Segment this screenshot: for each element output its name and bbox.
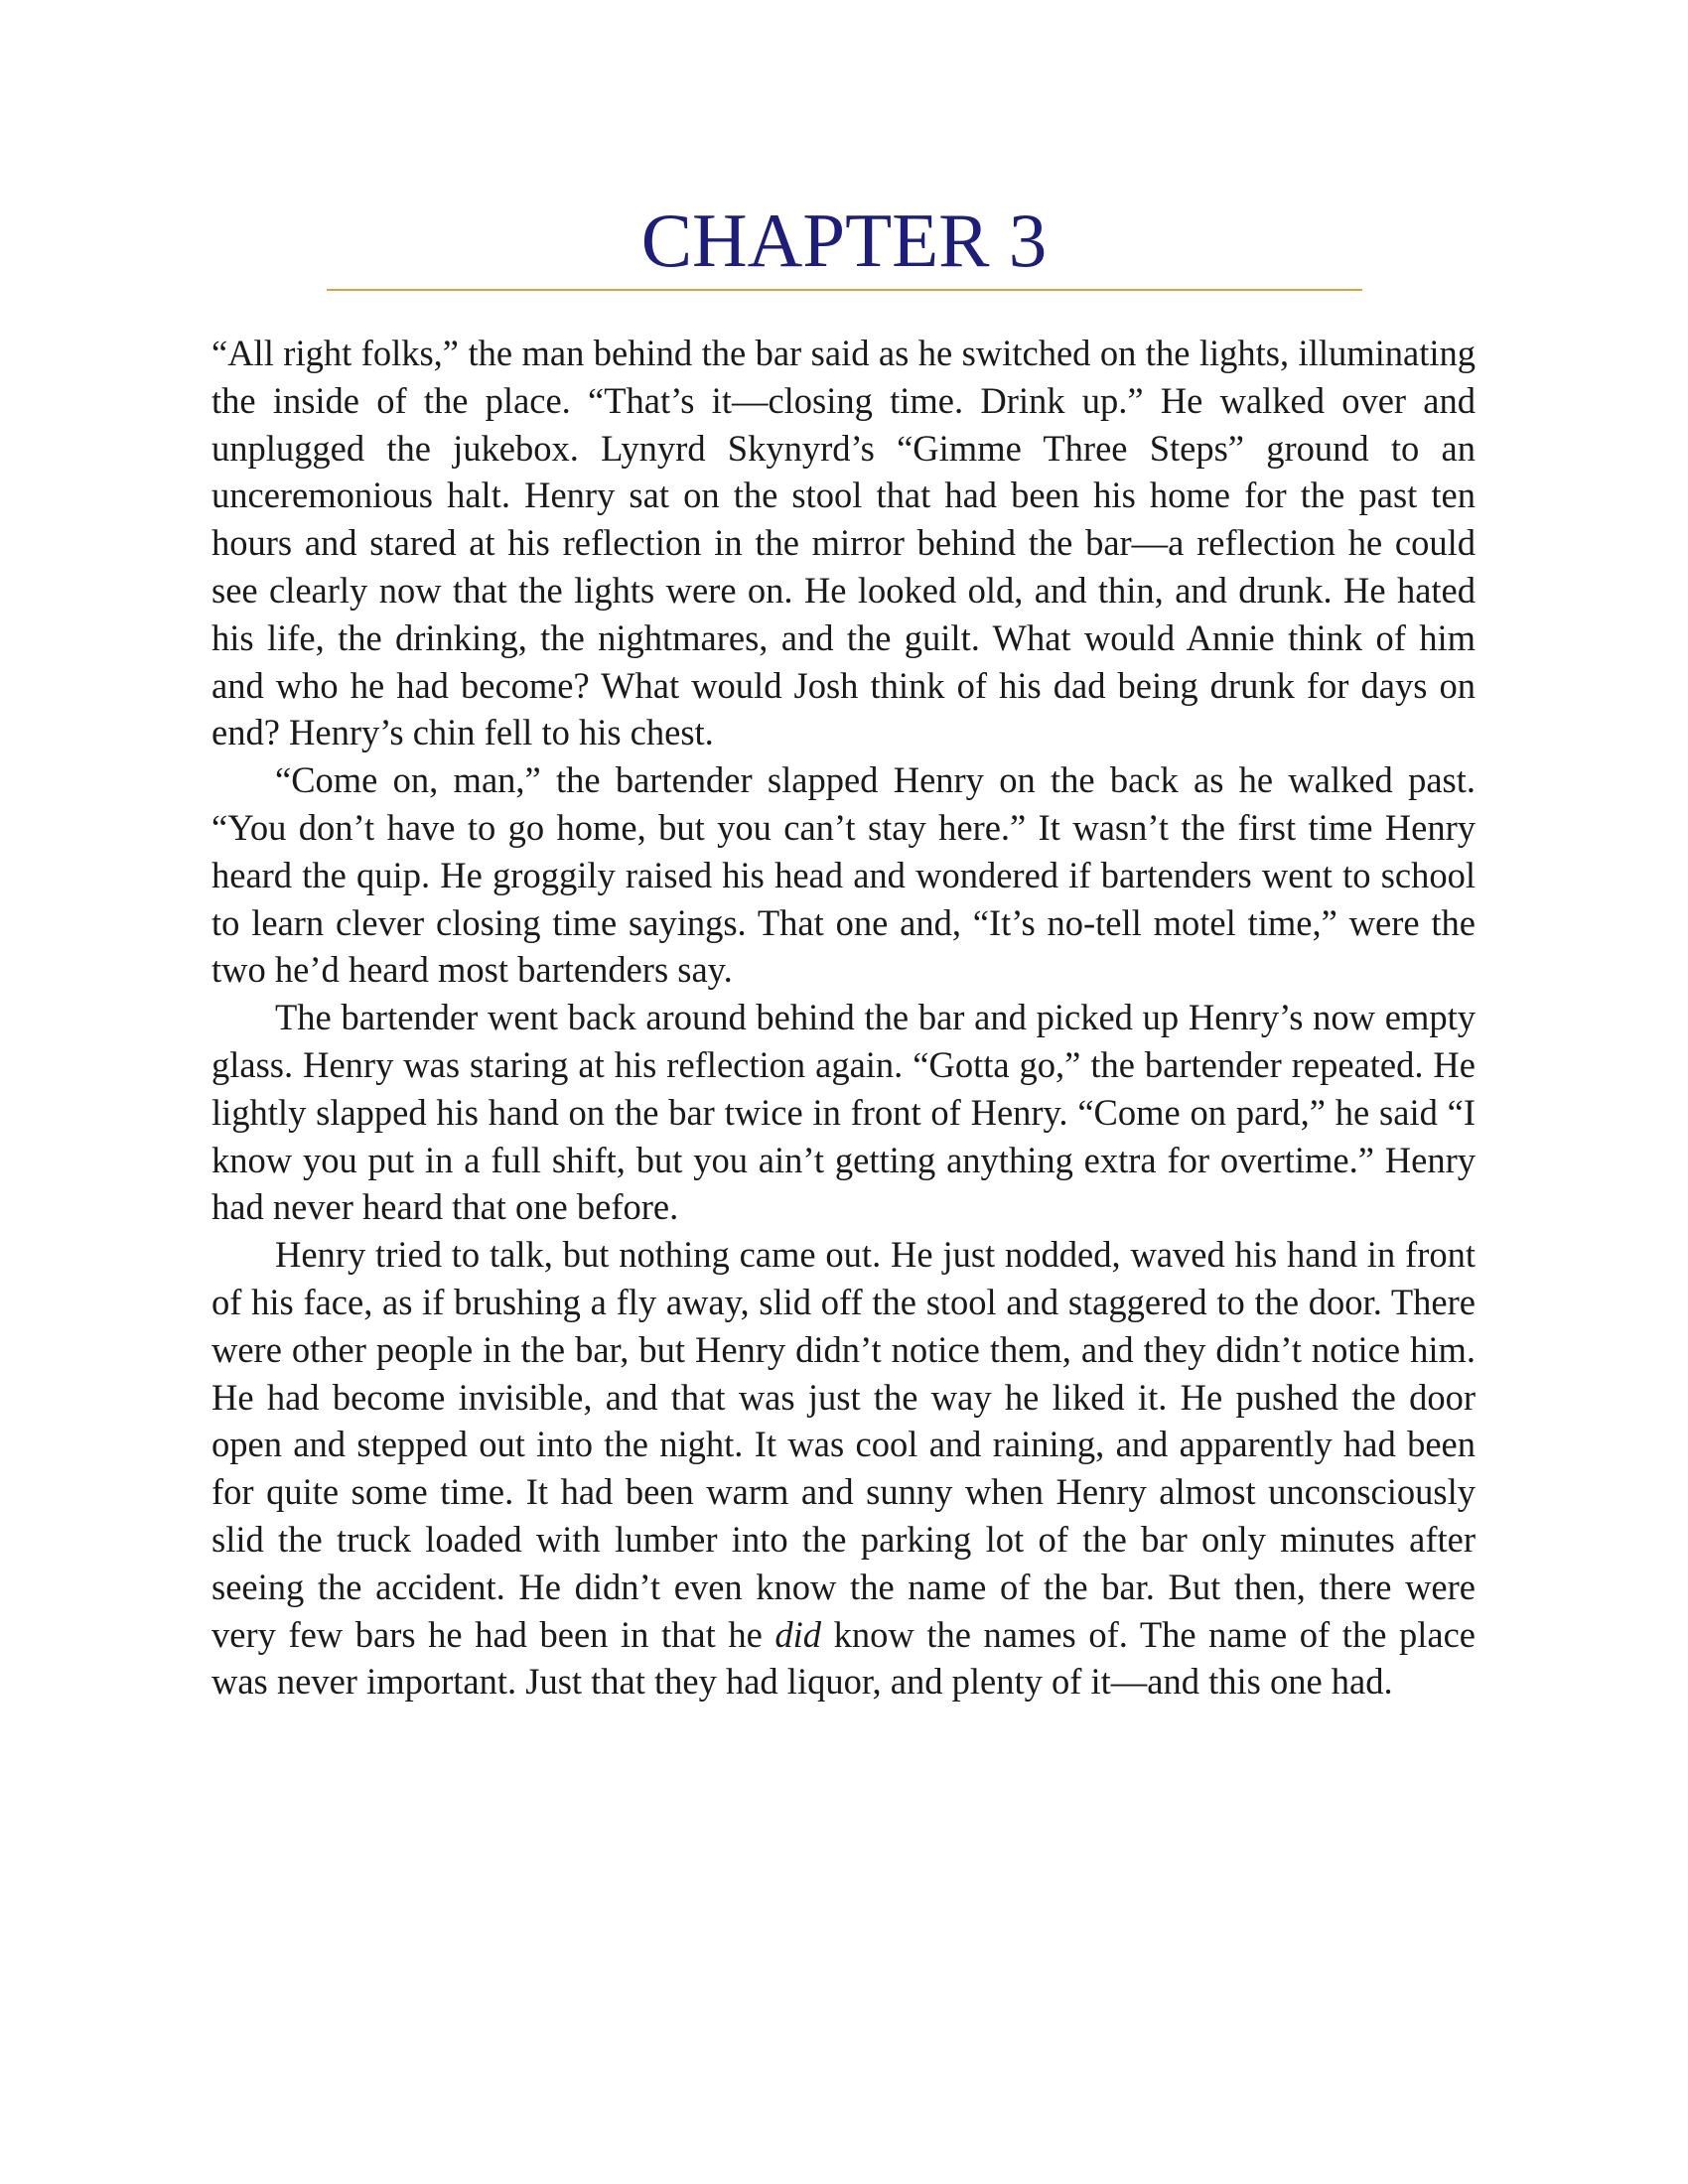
paragraph-4-text-after: know the names of. The name of the place was never important. Just that they had liquor, and plenty of it—and this one had. (211, 1613, 1476, 1703)
paragraph-1: “All right folks,” the man behind the bar said as he switched on the lights, illuminating the inside of the place. “That’s it—closing time. Drink up.” He walked over and unplugged the jukebox. Lynyrd Skynyrd’s “Gimme Three Steps” ground to an unceremonious halt. Henry sat on the stool that had been his home for the past ten hours and stared at his reflection in the mirror behind the bar—a reflection he could see clearly now that the lights were on. He looked old, and thin, and drunk. He hated his life, the drinking, the nightmares, and the guilt. What would Annie think of him and who he had become? What would Josh think of his dad being drunk for days on end? Henry’s chin fell to his chest. (211, 333, 1476, 753)
chapter-body (211, 330, 1476, 1706)
paragraph-2: “Come on, man,” the bartender slapped Henry on the back as he walked past. “You don’t have to go home, but you can’t stay here.” It wasn’t the first time Henry heard the quip. He groggily raised his head and wondered if bartenders went to school to learn clever closing time sayings. That one and, “It’s no-tell motel time,” were the two he’d heard most bartenders say. (211, 759, 1476, 991)
chapter-title: CHAPTER 3 (640, 198, 1048, 283)
paragraph-4-emphasis: did (774, 1613, 822, 1655)
paragraph-4-text-before: Henry tried to talk, but nothing came out. He just nodded, waved his hand in front of his face, as if brushing a fly away, slid off the stool and staggered to the door. There were other people in the bar, but Henry didn’t notice them, and they didn’t notice him. He had become invisible, and that was just the way he liked it. He pushed the door open and stepped out into the night. It was cool and raining, and apparently had been for quite some time. It had been warm and sunny when Henry almost unconsciously slid the truck loaded with lumber into the parking lot of the bar only minutes after seeing the accident. He didn’t even know the name of the bar. But then, there were very few bars he had been in that he (211, 1234, 1476, 1655)
paragraph-4 (211, 1231, 1476, 1706)
paragraph-3: The bartender went back around behind the bar and picked up Henry’s now empty glass. Henry was staring at his reflection again. “Gotta go,” the bartender repeated. He lightly slapped his hand on the bar twice in front of Henry. “Come on pard,” he said “I know you put in a full shift, but you ain’t getting anything extra for overtime.” Henry had never heard that one before. (211, 997, 1476, 1228)
title-underline (327, 289, 1362, 291)
